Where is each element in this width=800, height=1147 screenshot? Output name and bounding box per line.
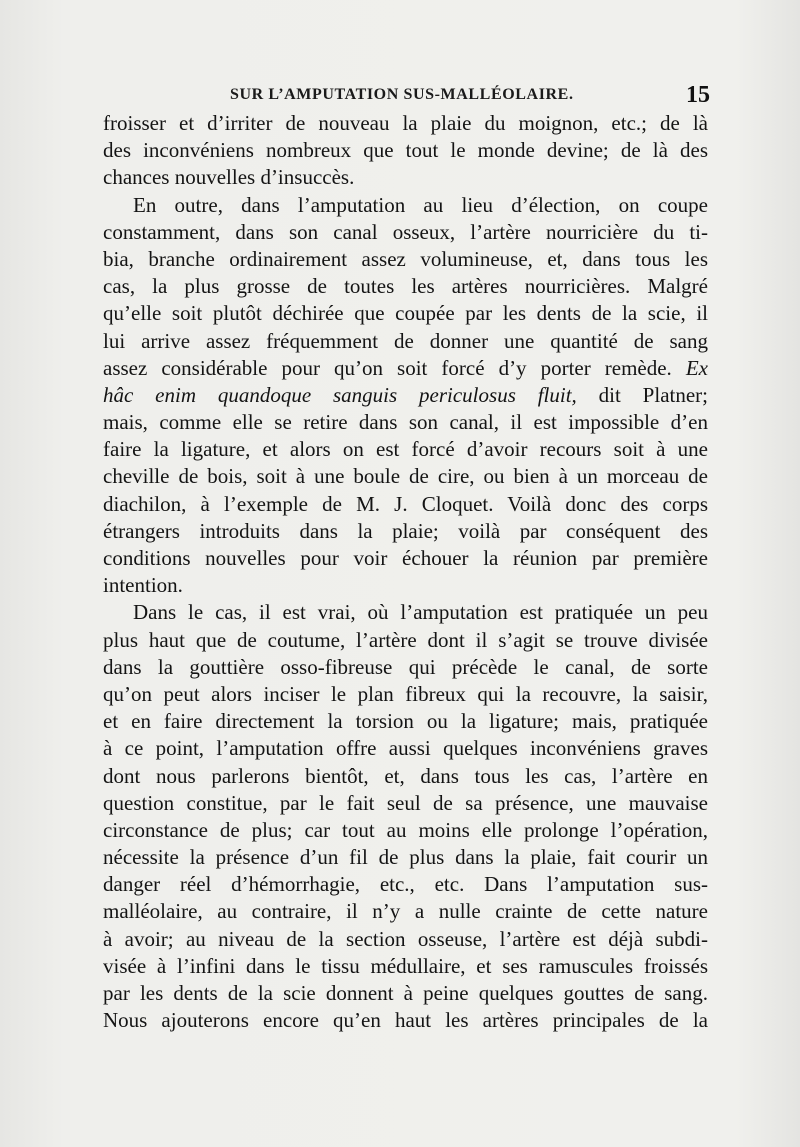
text-segment: et en faire directement la torsion ou la ligature; mais, pratiquée xyxy=(103,709,708,734)
text-line xyxy=(103,871,708,898)
text-segment: étrangers introduits dans la plaie; voilà par conséquent des xyxy=(103,518,708,543)
text-segment: conditions nouvelles pour voir échouer la réunion par première xyxy=(103,546,708,570)
italic-text-segment: hâc enim quandoque sanguis periculosus fluit, xyxy=(103,382,577,407)
text-line xyxy=(103,463,708,490)
text-segment: qu’on peut alors inciser le plan fibreux qui la recouvre, la saisir, xyxy=(103,681,708,706)
text-segment: nécessite la présence d’un fil de plus dans la plaie, fait courir un xyxy=(103,845,708,870)
text-segment: question constitue, par le fait seul de sa présence, une mauvaise xyxy=(103,790,708,815)
text-line xyxy=(103,110,708,137)
text-segment: à avoir; au niveau de la section osseuse, l’artère est déjà subdi- xyxy=(103,926,708,951)
text-segment: froisser et d’irriter de nouveau la plaie du moignon, etc.; de là xyxy=(103,111,708,135)
text-segment: faire la ligature, et alors on est forcé d’avoir recours soit à une xyxy=(103,437,708,462)
text-segment: dit Platner; xyxy=(576,382,708,407)
text-line xyxy=(103,382,708,409)
text-segment: cas, la plus grosse de toutes les artères nourricières. Malgré xyxy=(103,274,708,299)
text-segment: diachilon, à l’exemple de M. J. Cloquet. Voilà donc des corps xyxy=(103,491,708,516)
text-segment: danger réel d’hémorrhagie, etc., etc. Dans l’amputation sus- xyxy=(103,872,708,897)
text-segment: cheville de bois, soit à une boule de cire, ou bien à un morceau de xyxy=(103,464,708,489)
text-segment: dont nous parlerons bientôt, et, dans tous les cas, l’artère en xyxy=(103,763,708,788)
text-segment: bia, branche ordinairement assez volumineuse, et, dans tous les xyxy=(103,246,708,271)
text-line xyxy=(103,355,708,382)
text-line xyxy=(103,817,708,844)
text-line xyxy=(103,328,708,355)
text-line xyxy=(103,409,708,436)
text-segment: chances nouvelles d’insuccès. xyxy=(103,165,355,190)
text-line xyxy=(103,790,708,817)
text-line xyxy=(103,436,708,463)
text-line xyxy=(103,300,708,327)
text-segment: circonstance de plus; car tout au moins elle prolonge l’opération, xyxy=(103,817,708,842)
text-segment: des inconvéniens nombreux que tout le monde devine; de là des xyxy=(103,138,708,163)
text-line xyxy=(103,246,708,273)
text-segment: constamment, dans son canal osseux, l’artère nourricière du ti- xyxy=(103,219,708,244)
text-segment: qu’elle soit plutôt déchirée que coupée par les dents de la scie, il xyxy=(103,301,708,326)
text-line xyxy=(103,273,708,300)
text-segment: mais, comme elle se retire dans son canal, il est impossible d’en xyxy=(103,410,708,435)
text-line xyxy=(103,1007,708,1034)
text-segment: dans la gouttière osso-fibreuse qui précède le canal, de sorte xyxy=(103,654,708,679)
text-segment: par les dents de la scie donnent à peine quelques gouttes de sang. xyxy=(103,981,708,1005)
text-line xyxy=(103,219,708,246)
text-line xyxy=(103,137,708,164)
text-line xyxy=(103,627,708,654)
text-segment: assez considérable pour qu’on soit forcé d’y porter remède. xyxy=(103,355,686,380)
text-segment: En outre, dans l’amputation au lieu d’élection, on coupe xyxy=(133,192,708,217)
body-text xyxy=(103,110,708,1034)
text-segment: lui arrive assez fréquemment de donner une quantité de sang xyxy=(103,328,708,353)
text-line xyxy=(103,898,708,925)
text-segment: Dans le cas, il est vrai, où l’amputation est pratiquée un peu xyxy=(133,600,708,625)
text-line xyxy=(103,708,708,735)
italic-text-segment: Ex xyxy=(685,355,708,380)
running-head xyxy=(100,82,710,112)
text-segment: Nous ajouterons encore qu’en haut les artères principales de la xyxy=(103,1008,708,1033)
page-number: 15 xyxy=(686,82,710,108)
text-line xyxy=(103,953,708,980)
text-segment: plus haut que de coutume, l’artère dont il s’agit se trouve divisée xyxy=(103,627,708,652)
text-line xyxy=(103,572,708,599)
text-line xyxy=(103,763,708,790)
text-line xyxy=(103,980,708,1007)
text-segment: visée à l’infini dans le tissu médullaire, et ses ramuscules froissés xyxy=(103,953,708,978)
text-line xyxy=(103,654,708,681)
text-segment: intention. xyxy=(103,573,183,598)
text-line xyxy=(103,491,708,518)
text-line xyxy=(103,518,708,545)
text-segment: à ce point, l’amputation offre aussi quelques inconvéniens graves xyxy=(103,736,708,761)
running-title: SUR L’AMPUTATION SUS-MALLÉOLAIRE. xyxy=(230,86,574,103)
text-line xyxy=(103,735,708,762)
text-line xyxy=(103,599,708,626)
text-line xyxy=(103,844,708,871)
text-line xyxy=(103,681,708,708)
text-segment: malléolaire, au contraire, il n’y a nulle crainte de cette nature xyxy=(103,899,708,924)
text-line xyxy=(103,545,708,572)
text-line xyxy=(103,164,708,191)
text-line xyxy=(103,926,708,953)
text-line xyxy=(103,192,708,219)
